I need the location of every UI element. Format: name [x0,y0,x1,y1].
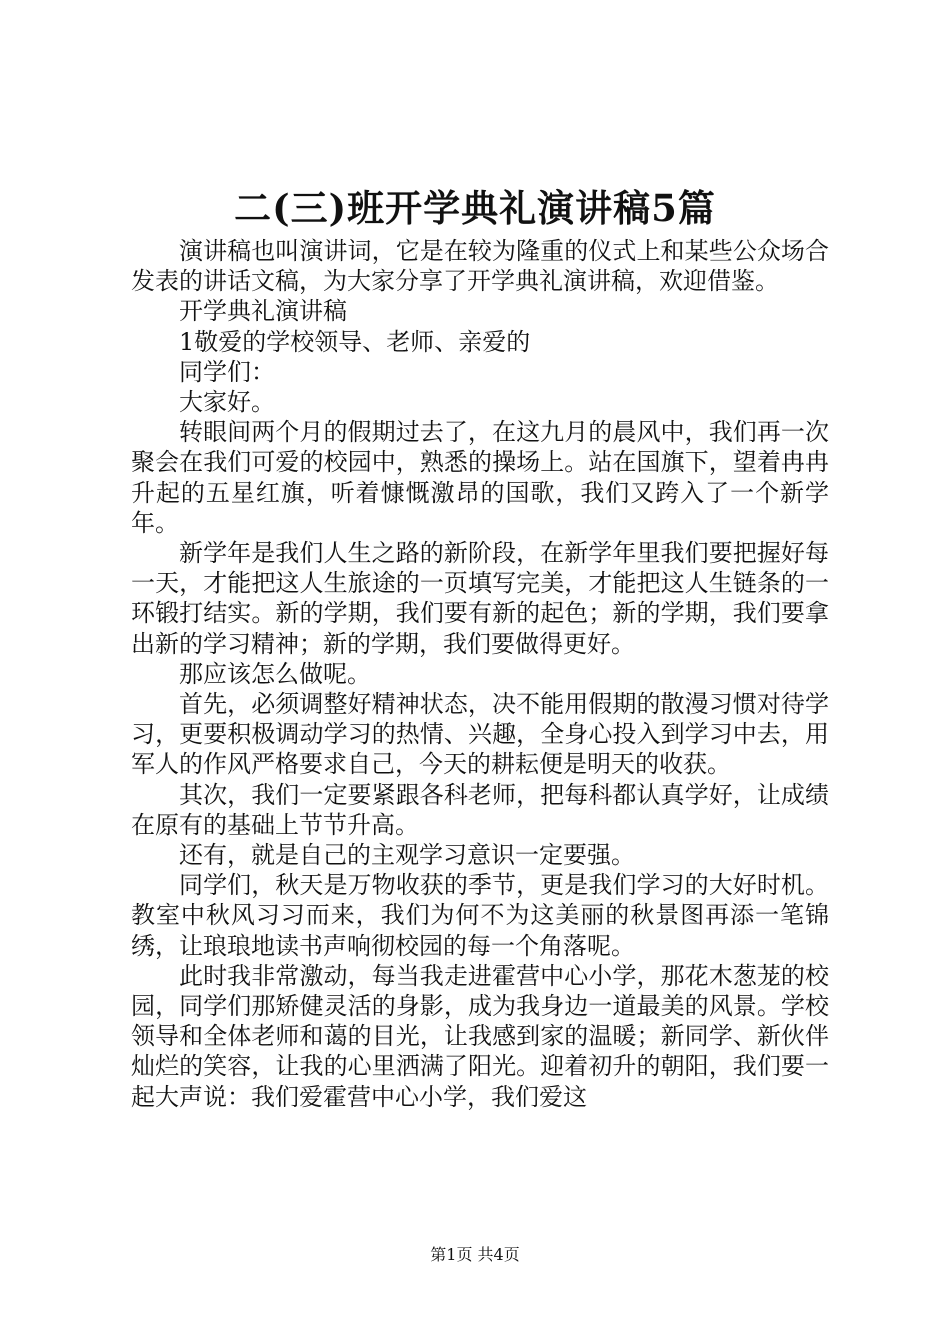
paragraph-body: 新学年是我们人生之路的新阶段，在新学年里我们要把握好每一天，才能把这人生旅途的一页填写完美，才能把这人生链条的一环锻打结实。新的学期，我们要有新的起色；新的学期，我们要拿出新的学习精神；新的学期，我们要做得更好。 [131,539,829,658]
paragraph-body: 同学们，秋天是万物收获的季节，更是我们学习的大好时机。教室中秋风习习而来，我们为何不为这美丽的秋景图再添一笔锦绣，让琅琅地读书声响彻校园的每一个角落呢。 [131,871,829,960]
paragraph-body: 首先，必须调整好精神状态，决不能用假期的散漫习惯对待学习，更要积极调动学习的热情、兴趣，全身心投入到学习中去，用军人的作风严格要求自己，今天的耕耘便是明天的收获。 [131,690,829,779]
paragraph-body: 那应该怎么做呢。 [179,659,371,688]
page-number-footer: 第1页 共4页 [430,1245,520,1264]
paragraph-greeting: 大家好。 [179,388,275,417]
document-body [131,236,829,1112]
document-title: 二(三)班开学典礼演讲稿5篇 [234,186,716,230]
paragraph-body: 其次，我们一定要紧跟各科老师，把每科都认真学好，让成绩在原有的基础上节节升高。 [131,780,829,839]
paragraph-body: 转眼间两个月的假期过去了，在这九月的晨风中，我们再一次聚会在我们可爱的校园中，熟悉的操场上。站在国旗下，望着冉冉升起的五星红旗，听着慷慨激昂的国歌，我们又跨入了一个新学年。 [131,418,829,537]
paragraph-salutation-students: 同学们： [179,357,275,386]
paragraph-heading: 开学典礼演讲稿 [179,297,347,326]
paragraph-intro: 演讲稿也叫演讲词，它是在较为隆重的仪式上和某些公众场合发表的讲话文稿，为大家分享了开学典礼演讲稿，欢迎借鉴。 [131,237,829,296]
paragraph-salutation: 1敬爱的学校领导、老师、亲爱的 [179,327,531,356]
paragraph-body: 此时我非常激动，每当我走进霍营中心小学，那花木葱茏的校园，同学们那矫健灵活的身影，成为我身边一道最美的风景。学校领导和全体老师和蔼的目光，让我感到家的温暖；新同学、新伙伴灿烂的笑容，让我的心里洒满了阳光。迎着初升的朝阳，我们要一起大声说：我们爱霍营中心小学，我们爱这 [131,961,829,1111]
paragraph-body: 还有，就是自己的主观学习意识一定要强。 [179,841,635,870]
